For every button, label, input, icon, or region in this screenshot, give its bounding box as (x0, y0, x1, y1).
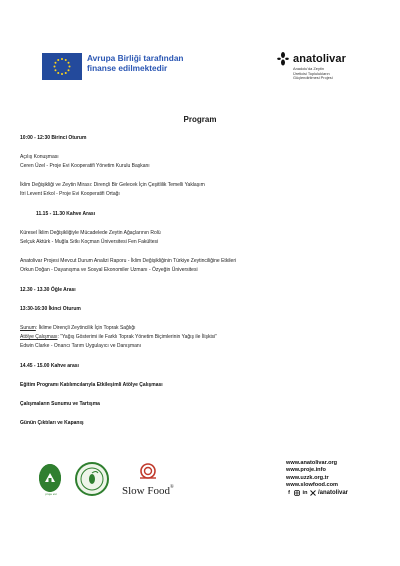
coffee-break-heading: 11.15 - 11.30 Kahve Arası (36, 211, 96, 217)
linkedin-icon[interactable]: in (302, 490, 308, 496)
facebook-icon[interactable]: f (288, 490, 290, 496)
link-proje[interactable]: www.proje.info (286, 467, 326, 474)
proje-evi-caption: proje evi (45, 492, 57, 496)
link-uzzk[interactable]: www.uzzk.org.tr (286, 474, 329, 481)
eu-text-line1: Avrupa Birliği tarafından (87, 53, 184, 63)
anatolivar-logo (276, 52, 366, 81)
workshop-label: Atölye Çalışması (20, 334, 58, 340)
slow-food-text: Slow Food (122, 485, 170, 497)
olive-council-seal-icon (75, 462, 109, 496)
instagram-icon[interactable] (294, 490, 300, 496)
program-speaker: Ceren Üzel - Proje Evi Kooperatifi Yönetim Kurulu Başkanı (20, 163, 150, 169)
eu-text-line2: finanse edilmektedir (87, 63, 168, 73)
link-slowfood[interactable]: www.slowfood.com (286, 482, 339, 489)
program-item (20, 334, 217, 340)
snail-icon (138, 462, 158, 485)
presentation-title: : İklime Dirençli Zeytincilik İçin Toprak Sağlığı (35, 325, 136, 331)
program-item: Açılış Konuşması (20, 154, 59, 160)
program-speaker: Selçuk Aktürk - Muğla Sıtkı Koçman Üniversitesi Fen Fakültesi (20, 239, 159, 245)
slow-food-logo (122, 485, 174, 497)
program-item: Küresel İklim Değişikliğiyle Mücadelede Zeytin Ağaçlarının Rolü (20, 230, 161, 236)
program-heading: Eğitim Programı Katılımcılarıyla Etkileşimli Atölye Çalışması (20, 382, 163, 388)
program-speaker: Orkun Doğan - Dayanışma ve Sosyal Ekonomiler Uzmanı - Özyeğin Üniversitesi (20, 267, 198, 273)
program-heading: Çalışmaların Sunumu ve Tartışma (20, 401, 100, 407)
x-icon[interactable] (310, 490, 316, 496)
workshop-title: : “Yağış Gösterimi ile Farklı Toprak Yönetim Biçimlerinin Yağış ile İlişkisi” (57, 334, 217, 340)
coffee-break-heading: 14.45 - 15.00 Kahve arası (20, 363, 79, 369)
eu-flag-icon (42, 53, 82, 80)
program-item: Anatolivar Projesi Mevcut Durum Analizi Raporu - İklim Değişikliğinin Türkiye Zeytinciliğine Etkileri (20, 258, 237, 264)
brand-sub-line1: Anadolu'da Zeytin (293, 66, 325, 71)
program-speaker: Edwin Clarke - Onarıcı Tarım Uygulayıcı ve Danışmanı (20, 343, 142, 349)
brand-sub-line2: Üreticisi Toplulukların (293, 70, 330, 76)
program-item: İklim Değişikliği ve Zeytin Mirası: Dirençli Bir Gelecek İçin Çeşitlilik Temelli Yaklaşım (20, 182, 205, 188)
link-anatolivar[interactable]: www.anatolivar.org (286, 460, 338, 466)
footer-links (286, 460, 338, 490)
social-handle[interactable]: /anatolivar (318, 490, 349, 496)
registered-icon: ® (170, 485, 174, 490)
lunch-break-heading: 12.30 - 13.30 Öğle Arası (20, 287, 76, 293)
presentation-label: Sunum (20, 325, 36, 331)
brand-sub-line3: Güçlendirilmesi Projesi (293, 75, 333, 81)
brand-name: anatolivar (293, 53, 346, 65)
olive-branch-icon (276, 52, 290, 66)
session-1-heading: 10:00 - 12:30 Birinci Oturum (20, 135, 87, 141)
brand-subtitle (293, 67, 366, 81)
program-speaker: Itri Levent Erkol - Proje Evi Kooperatifi Ortağı (20, 191, 120, 197)
page-title: Program (183, 115, 217, 124)
proje-evi-logo (39, 464, 61, 492)
program-heading: Günün Çıktıları ve Kapanış (20, 420, 84, 426)
session-2-heading: 13:30-16:30 İkinci Oturum (20, 306, 81, 312)
eu-funding-text (87, 53, 184, 73)
social-links (286, 490, 348, 496)
program-item (20, 325, 136, 331)
